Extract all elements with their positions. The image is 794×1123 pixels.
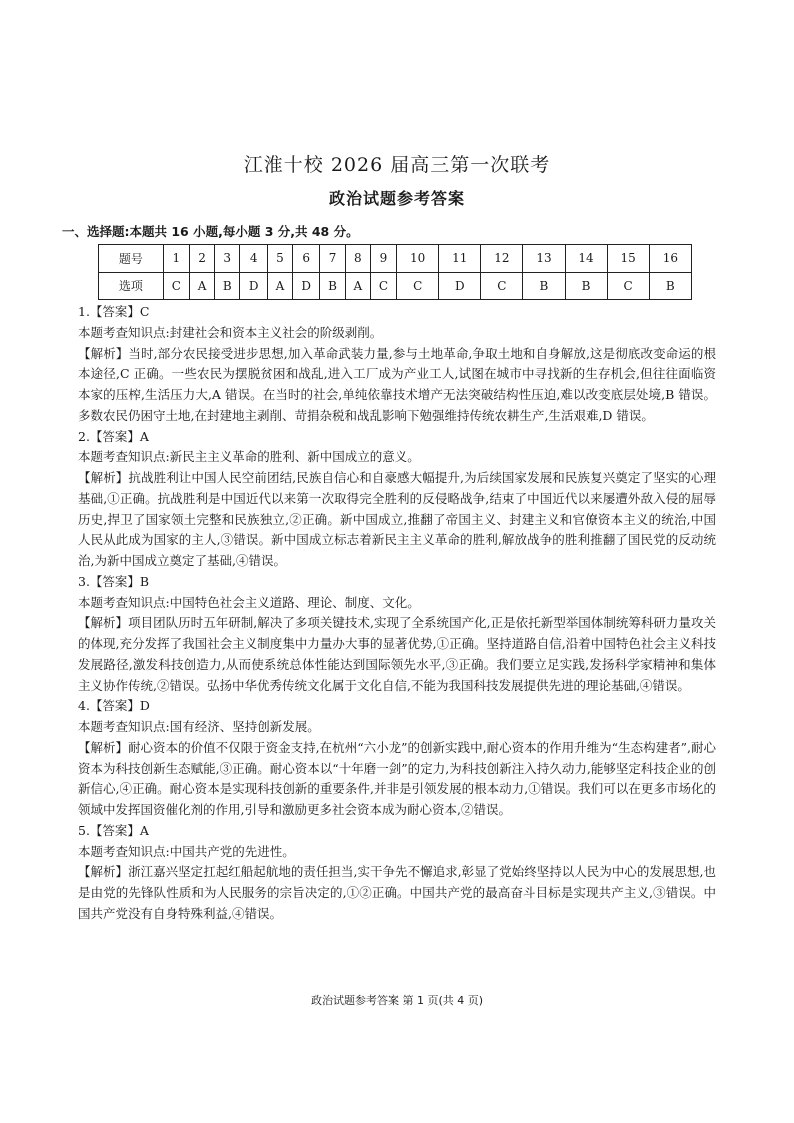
question-number-cell: 8 (345, 245, 370, 273)
answer-cell: C (370, 272, 396, 300)
question-number-cell: 13 (523, 245, 565, 273)
question-number-cell: 7 (320, 245, 345, 273)
question-answer: 2.【答案】A (78, 428, 149, 444)
answer-cell: C (481, 272, 523, 300)
question-number-cell: 1 (163, 245, 189, 273)
question-number-cell: 11 (439, 245, 481, 273)
question-number-cell: 6 (292, 245, 319, 273)
answer-cell: A (345, 272, 370, 300)
question-block (78, 427, 716, 572)
question-number-cell: 16 (649, 245, 691, 273)
analysis-text: 【解析】耐心资本的价值不仅限于资金支持,在杭州“六小龙”的创新实践中,耐心资本的作用升维为“生态构建者”,耐心资本为科技创新生态赋能,③正确。耐心资本以“十年磨一剑”的定力,为科技创新注入持久动力,能够坚定科技企业的创新信心,④正确。耐心资本是实现科技创新的重要条件,并非是引领发展的根本动力,①错误。我们可以在更多市场化的领域中发挥国资催化剂的作用,引导和激励更多社会资本成为耐心资本,②错误。 (78, 739, 716, 817)
answer-cell: B (320, 272, 345, 300)
knowledge-point: 本题考查知识点:新民主主义革命的胜利、新中国成立的意义。 (78, 449, 420, 465)
knowledge-point: 本题考查知识点:中国特色社会主义道路、理论、制度、文化。 (78, 594, 420, 610)
answer-explanations (78, 302, 716, 925)
document-subtitle: 政治试题参考答案 (328, 189, 465, 208)
answer-cell: A (267, 272, 292, 300)
answer-cell: D (240, 272, 267, 300)
answer-cell: C (607, 272, 649, 300)
analysis-text: 【解析】浙江嘉兴坚定扛起红船起航地的责任担当,实干争先不懈追求,彰显了党始终坚持以人民为中心的发展思想,也是由党的先锋队性质和为人民服务的宗旨决定的,①②正确。中国共产党的最高奋斗目标是实现共产主义,③错误。中国共产党没有自身特殊利益,④错误。 (78, 864, 716, 921)
answer-cell: D (439, 272, 481, 300)
question-block (78, 696, 716, 821)
row-label: 题号 (99, 245, 164, 273)
question-number-cell: 15 (607, 245, 649, 273)
answer-cell: B (215, 272, 240, 300)
analysis-text: 【解析】项目团队历时五年研制,解决了多项关键技术,实现了全系统国产化,正是依托新型举国体制统筹科研力量攻关的体现,充分发挥了我国社会主义制度集中力量办大事的显著优势,①正确。坚持道路自信,沿着中国特色社会主义科技发展路径,激发科技创造力,从而使系统总体性能达到国际领先水平,③正确。我们要立足实践,发扬科学家精神和集体主义协作传统,②错误。弘扬中华优秀传统文化属于文化自信,不能为我国科技发展提供先进的理论基础,④错误。 (78, 615, 716, 693)
answer-cell: B (523, 272, 565, 300)
row-label: 选项 (99, 272, 164, 300)
question-number-cell: 4 (240, 245, 267, 273)
question-number-cell: 14 (565, 245, 607, 273)
document-title: 江淮十校 2026 届高三第一次联考 (243, 154, 551, 176)
question-answer: 1.【答案】C (78, 304, 150, 319)
answer-cell: D (292, 272, 319, 300)
question-number-cell: 3 (215, 245, 240, 273)
question-answer: 3.【答案】B (78, 573, 150, 589)
answer-table (98, 244, 692, 300)
question-number-cell: 2 (190, 245, 215, 273)
section-heading: 一、选择题:本题共 16 小题,每小题 3 分,共 48 分。 (62, 224, 359, 239)
question-answer: 5.【答案】A (78, 822, 149, 838)
knowledge-point: 本题考查知识点:中国共产党的先进性。 (78, 843, 295, 859)
answer-cell: A (190, 272, 215, 300)
question-block (78, 821, 716, 925)
question-number-row (99, 245, 692, 273)
answer-cell: B (565, 272, 607, 300)
question-answer: 4.【答案】D (78, 698, 150, 714)
analysis-text: 【解析】抗战胜利让中国人民空前团结,民族自信心和自豪感大幅提升,为后续国家发展和民族复兴奠定了坚实的心理基础,①正确。抗战胜利是中国近代以来第一次取得完全胜利的反侵略战争,结束了中国近代以来屡遭外敌入侵的屈辱历史,捍卫了国家领土完整和民族独立,②正确。新中国成立,推翻了帝国主义、封建主义和官僚资本主义的统治,中国人民从此成为国家的主人,③错误。新中国成立标志着新民主主义革命的胜利,解放战争的胜利推翻了国民党的反动统治,为新中国成立奠定了基础,④错误。 (78, 470, 716, 568)
question-number-cell: 10 (397, 245, 439, 273)
page-footer: 政治试题参考答案 第 1 页(共 4 页) (310, 994, 484, 1007)
answer-cell: C (163, 272, 189, 300)
question-number-cell: 9 (370, 245, 396, 273)
question-block (78, 572, 716, 697)
analysis-text: 【解析】当时,部分农民接受进步思想,加入革命武装力量,参与土地革命,争取土地和自身解放,这是彻底改变命运的根本途径,C 正确。一些农民为摆脱贫困和战乱,进入工厂成为产业工人,试图在城市中寻找新的生存机会,但往往面临资本家的压榨,生活压力大,A 错误。在当时的社会,单纯依靠技术增产无法突破结构性压迫,难以改变底层处境,B 错误。多数农民仍困守土地,在封建地主剥削、苛捐杂税和战乱影响下勉强维持传统农耕生产,生活艰难,D 错误。 (78, 345, 716, 423)
question-block (78, 302, 716, 427)
answer-cell: C (397, 272, 439, 300)
question-number-cell: 12 (481, 245, 523, 273)
question-number-cell: 5 (267, 245, 292, 273)
knowledge-point: 本题考查知识点:国有经济、坚持创新发展。 (78, 719, 320, 734)
answer-cell: B (649, 272, 691, 300)
answer-row (99, 272, 692, 300)
knowledge-point: 本题考查知识点:封建社会和资本主义社会的阶级剥削。 (78, 324, 383, 340)
